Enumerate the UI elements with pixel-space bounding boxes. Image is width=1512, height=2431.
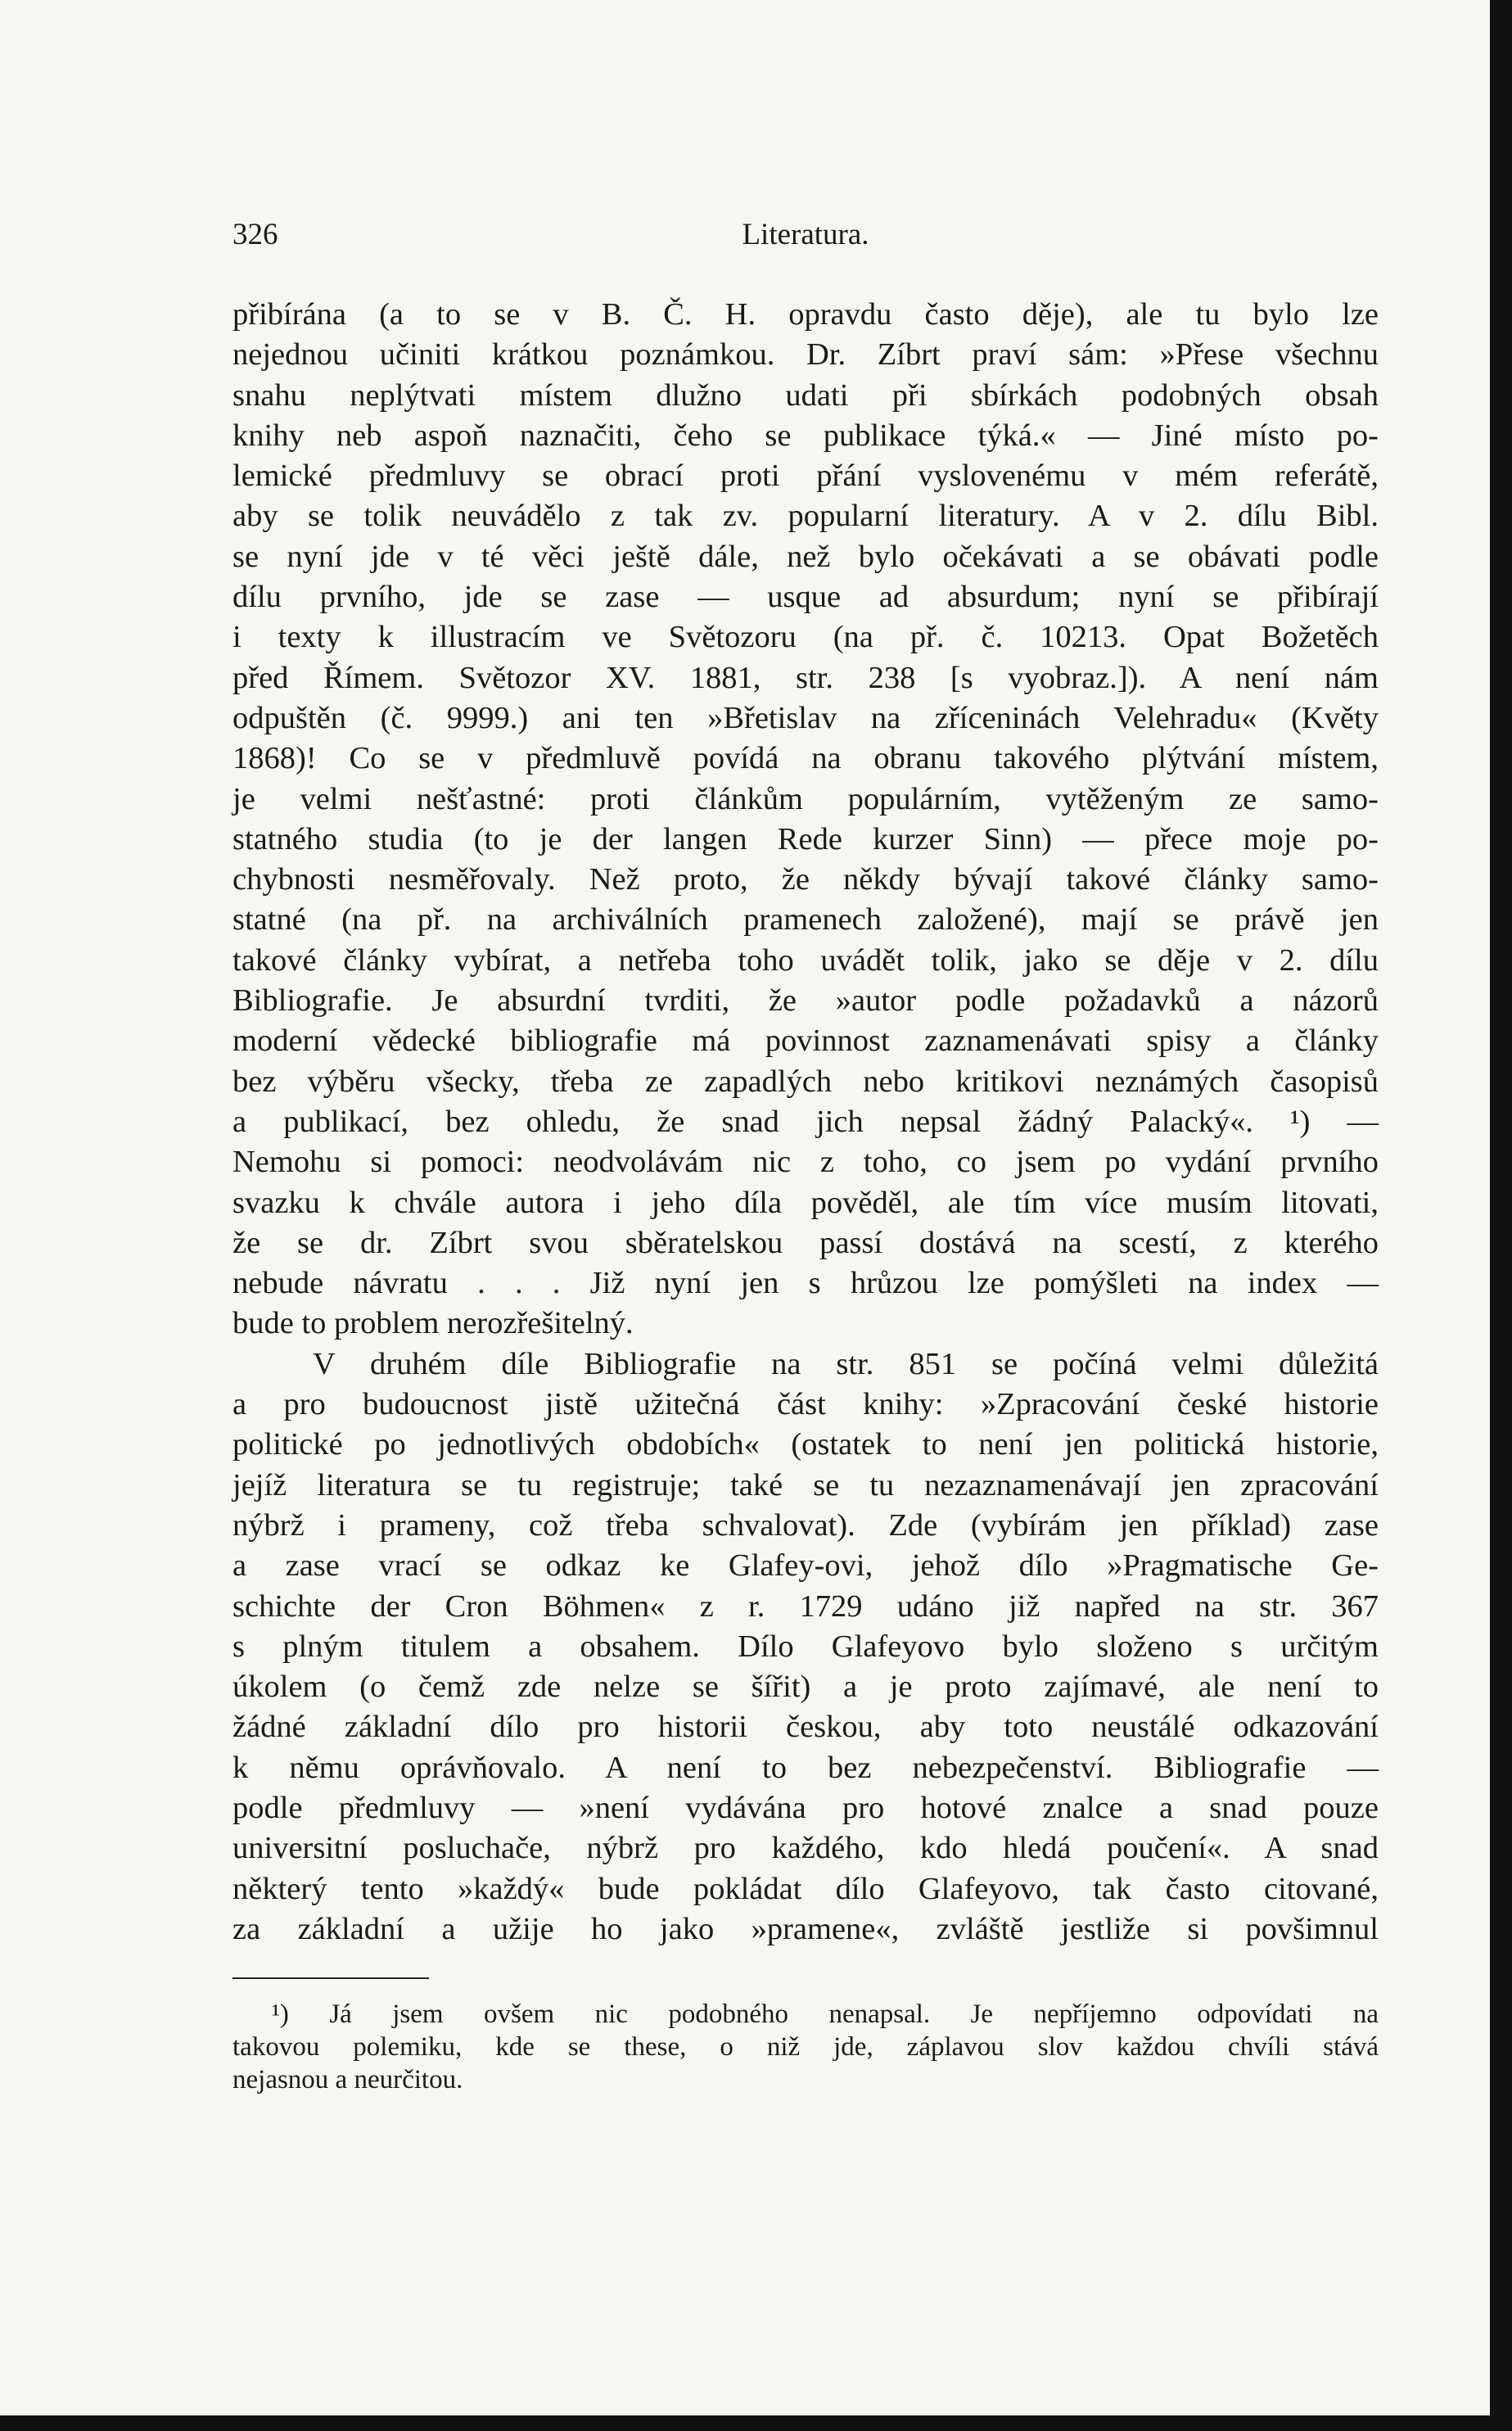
text-line: bude to problem nerozřešitelný. <box>232 1306 634 1341</box>
text-line: s plným titulem a obsahem. Dílo Glafeyovo bylo složeno s určitým <box>232 1629 1379 1664</box>
text-line: se nyní jde v té věci ještě dále, než bylo očekávati a se obávati podle <box>232 539 1379 574</box>
text-line: a pro budoucnost jistě užitečná část knihy: »Zpracování české historie <box>232 1387 1379 1422</box>
body-text <box>232 295 1379 1950</box>
footnote <box>232 1998 1379 2096</box>
text-line: aby se tolik neuvádělo z tak zv. popularní literatury. A v 2. dílu Bibl. <box>232 499 1379 534</box>
text-line: moderní vědecké bibliografie má povinnost zaznamenávati spisy a články <box>232 1023 1379 1059</box>
text-line: a publikací, bez ohledu, že snad jich nepsal žádný Palacký«. ¹) — <box>232 1104 1379 1139</box>
footnote-line: ¹) Já jsem ovšem nic podobného nenapsal. Je nepříjemno odpovídati na <box>272 1999 1379 2029</box>
text-line: statného studia (to je der langen Rede kurzer Sinn) — přece moje po- <box>232 821 1379 856</box>
text-line: podle předmluvy — »není vydávána pro hotové znalce a snad pouze <box>232 1790 1379 1825</box>
text-line: za základní a užije ho jako »pramene«, zvláště jestliže si povšimnul <box>232 1911 1379 1946</box>
text-line: k němu oprávňovalo. A není to bez nebezpečenství. Bibliografie — <box>232 1750 1379 1785</box>
text-line: a zase vrací se odkaz ke Glafey-ovi, jehož dílo »Pragmatische Ge- <box>232 1548 1379 1584</box>
text-line: knihy neb aspoň naznačiti, čeho se publikace týká.« — Jiné místo po- <box>232 418 1379 453</box>
text-line: před Římem. Světozor XV. 1881, str. 238 [s vyobraz.]). A není nám <box>232 660 1379 695</box>
text-line: odpuštěn (č. 9999.) ani ten »Břetislav na zříceninách Velehradu« (Květy <box>232 700 1379 735</box>
footnote-line: takovou polemiku, kde se these, o niž jde, záplavou slov každou chvíli stává <box>232 2032 1379 2062</box>
footnote-line: nejasnou a neurčitou. <box>232 2065 463 2094</box>
text-line: politické po jednotlivých obdobích« (ostatek to není jen politická historie, <box>232 1427 1379 1462</box>
text-line: schichte der Cron Böhmen« z r. 1729 udáno již napřed na str. 367 <box>232 1588 1379 1624</box>
text-line: že se dr. Zíbrt svou sběratelskou passí dostává na scestí, z kterého <box>232 1225 1379 1260</box>
text-line: V druhém díle Bibliografie na str. 851 se počíná velmi důležitá <box>313 1346 1379 1381</box>
footnote-divider <box>232 1977 429 1979</box>
text-line: statné (na př. na archiválních pramenech založené), mají se právě jen <box>232 902 1379 938</box>
text-line: bez výběru všecky, třeba ze zapadlých nebo kritikovi neznámých časopisů <box>232 1064 1379 1099</box>
text-line: přibírána (a to se v B. Č. H. opravdu často děje), ale tu bylo lze <box>232 297 1379 332</box>
text-line: úkolem (o čemž zde nelze se šířit) a je proto zajímavé, ale není to <box>232 1670 1379 1705</box>
text-line: takové články vybírat, a netřeba toho uvádět tolik, jako se děje v 2. dílu <box>232 942 1379 978</box>
text-line: lemické předmluvy se obrací proti přání vyslovenému v mém referátě, <box>232 459 1379 494</box>
text-line: chybnosti nesměřovaly. Než proto, že někdy bývají takové články samo- <box>232 862 1379 897</box>
text-line: jejíž literatura se tu registruje; také se tu nezaznamenávají jen zpracování <box>232 1467 1379 1502</box>
page-number: 326 <box>232 218 278 251</box>
text-line: žádné základní dílo pro historii českou, aby toto neustálé odkazování <box>232 1710 1379 1745</box>
text-line: dílu prvního, jde se zase — usque ad absurdum; nyní se přibírají <box>232 580 1379 615</box>
text-line: je velmi nešťastné: proti článkům populárním, vytěženým ze samo- <box>232 781 1379 816</box>
text-line: nýbrž i prameny, což třeba schvalovat). Zde (vybírám jen příklad) zase <box>232 1507 1379 1543</box>
page-header <box>232 217 1379 258</box>
text-line: svazku k chvále autora i jeho díla pověděl, ale tím více musím litovati, <box>232 1185 1379 1220</box>
text-line: universitní posluchače, nýbrž pro každého, kdo hledá poučení«. A snad <box>232 1831 1379 1866</box>
text-line: nejednou učiniti krátkou poznámkou. Dr. Zíbrt praví sám: »Přese všechnu <box>232 337 1379 373</box>
text-line: některý tento »každý« bude pokládat dílo Glafeyovo, tak často citované, <box>232 1871 1379 1906</box>
text-line: Bibliografie. Je absurdní tvrditi, že »autor podle požadavků a názorů <box>232 983 1379 1019</box>
text-line: Nemohu si pomoci: neodvolávám nic z toho, co jsem po vydání prvního <box>232 1145 1379 1180</box>
text-line: 1868)! Co se v předmluvě povídá na obranu takového plýtvání místem, <box>232 741 1379 776</box>
text-line: snahu neplýtvati místem dlužno udati při sbírkách podobných obsah <box>232 377 1379 413</box>
text-line: nebude návratu . . . Již nyní jen s hrůzou lze pomýšleti na index — <box>232 1266 1379 1301</box>
running-title: Literatura. <box>742 218 869 251</box>
text-line: i texty k illustracím ve Světozoru (na př. č. 10213. Opat Božetěch <box>232 620 1379 655</box>
